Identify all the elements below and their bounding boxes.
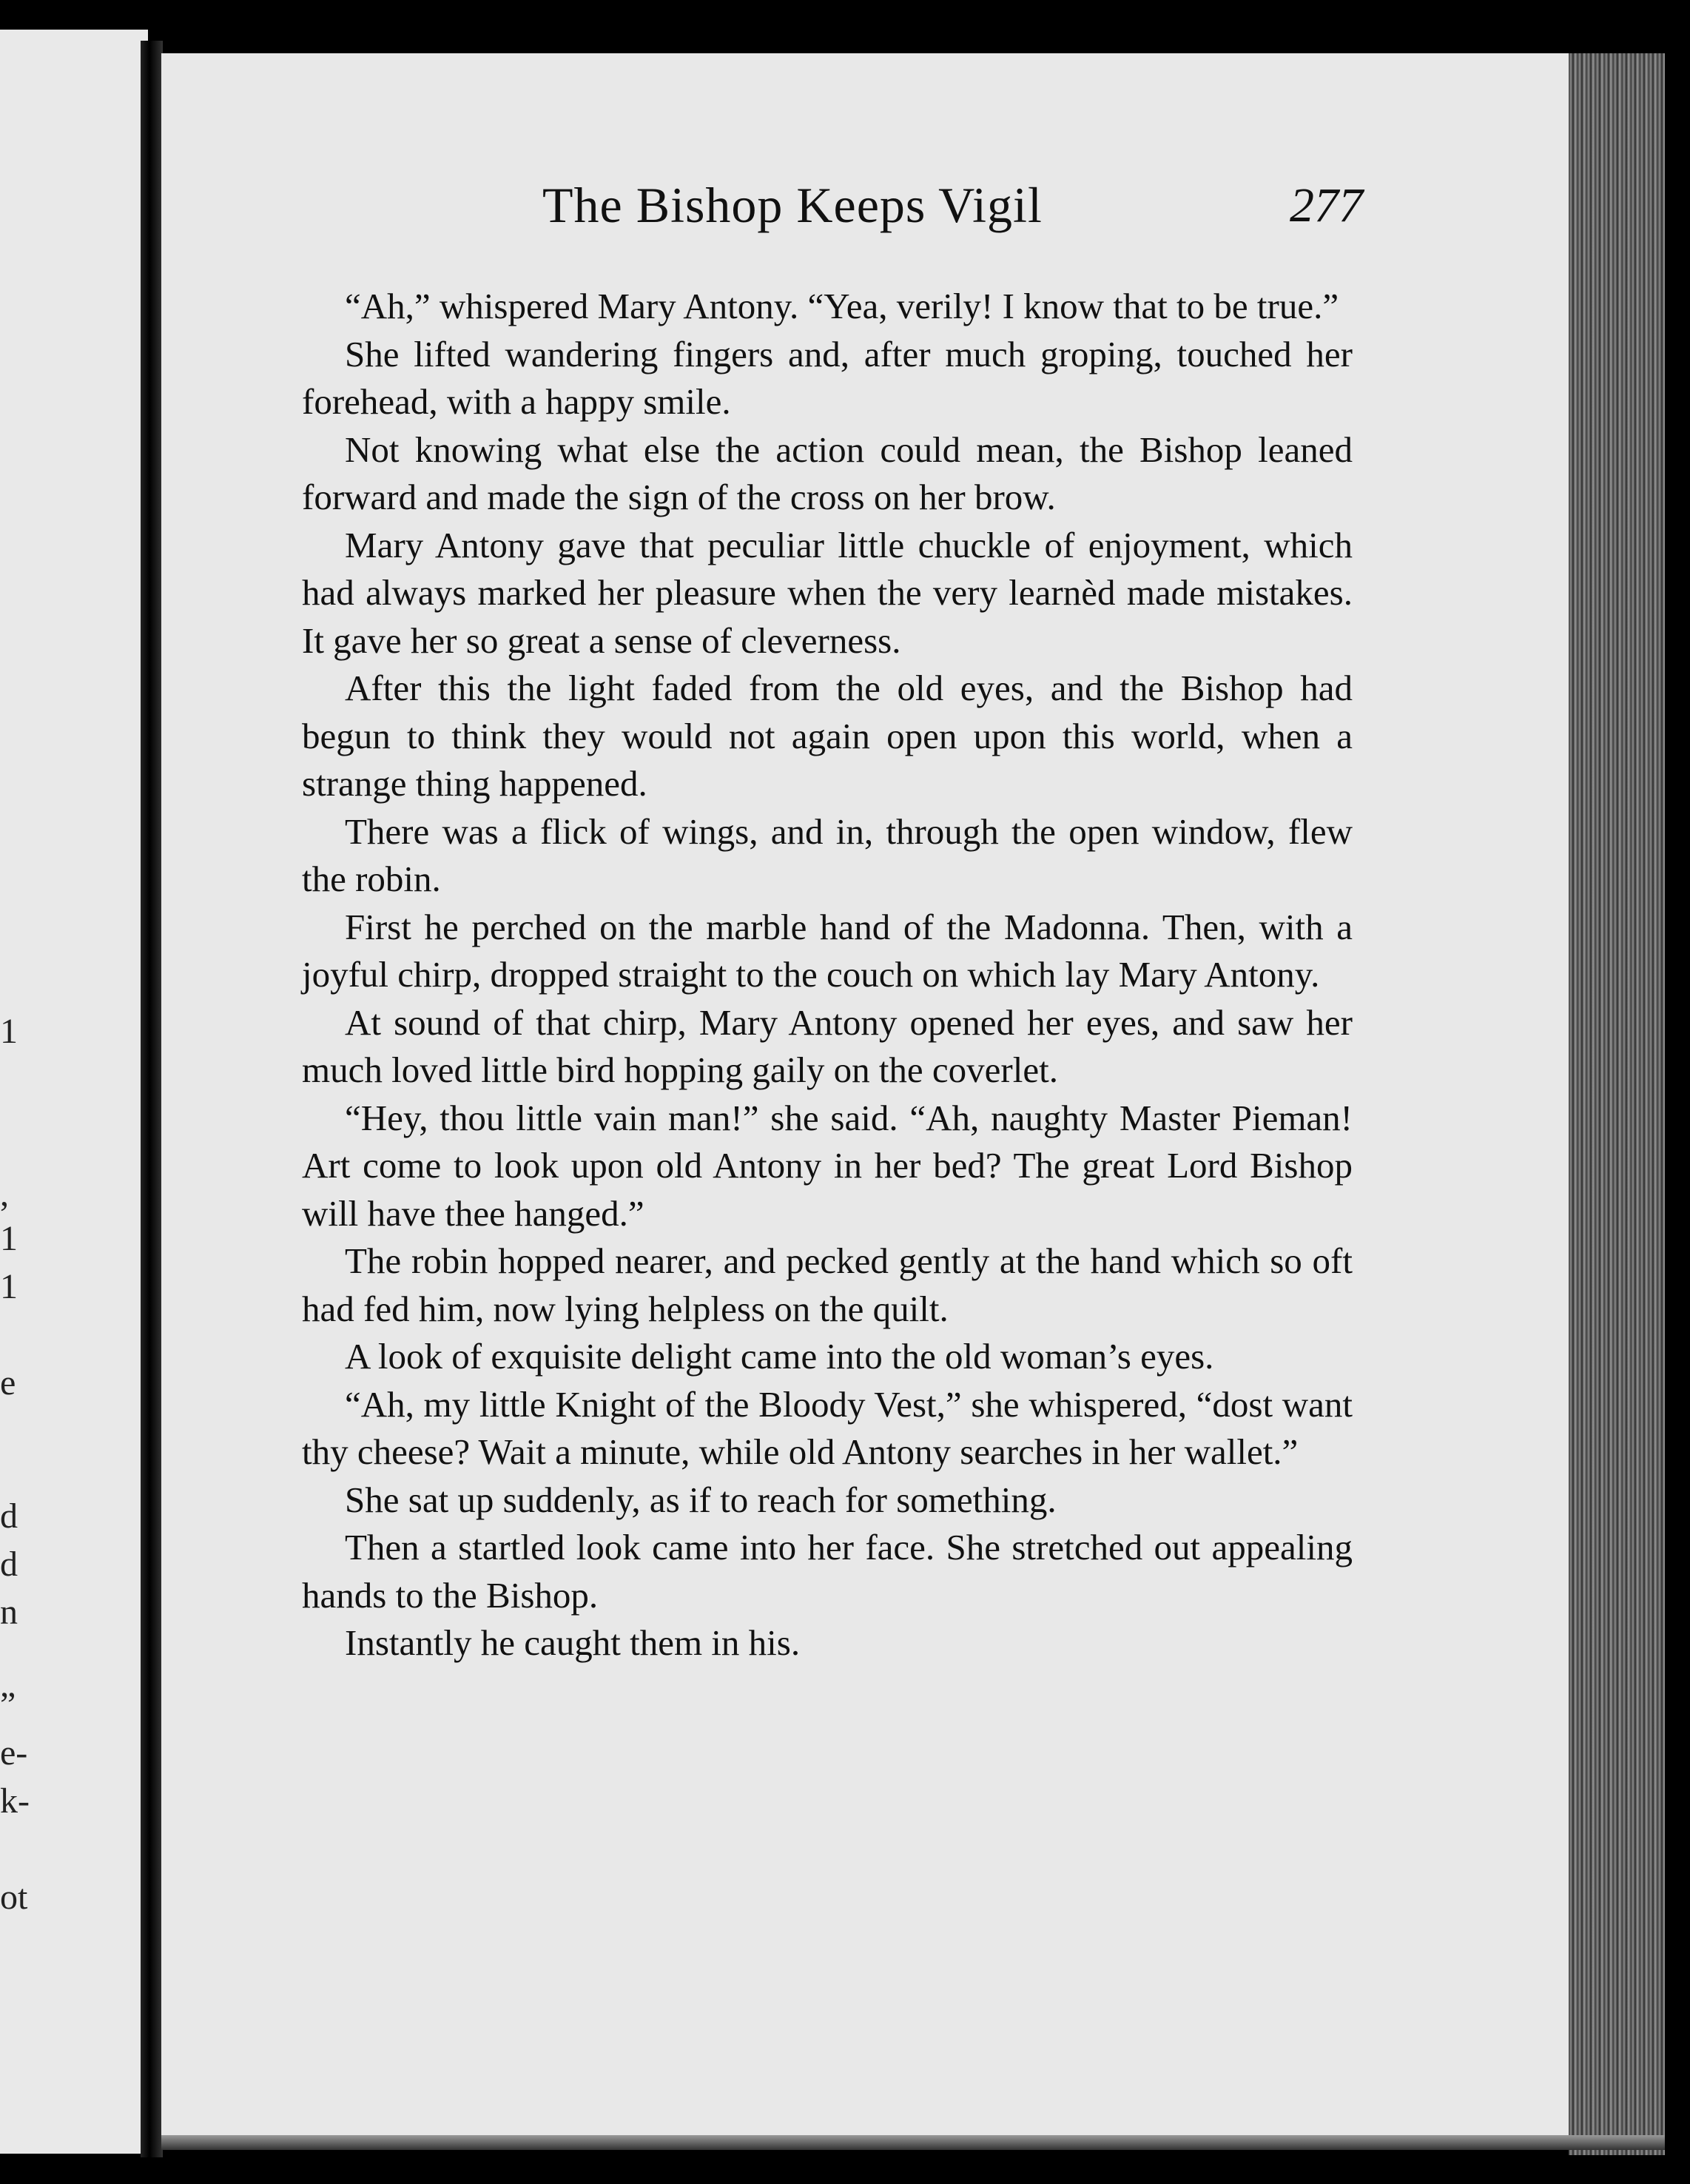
paragraph: “Ah, my little Knight of the Bloody Vest,” she whispered, “dost want thy cheese? Wait a minute, while old Antony searches in her wallet.” [302, 1383, 1353, 1472]
left-page-fragment: n [0, 1593, 18, 1632]
paragraph: “Ah,” whispered Mary Antony. “Yea, verily! I know that to be true.” [345, 286, 1339, 326]
left-page-fragment: 1 [0, 1267, 18, 1306]
paragraph: The robin hopped nearer, and pecked gently at the hand which so oft had fed him, now lying helpless on the quilt. [302, 1240, 1353, 1329]
paragraph: Then a startled look came into her face. She stretched out appealing hands to the Bishop. [302, 1527, 1353, 1616]
paragraph: At sound of that chirp, Mary Antony opened her eyes, and saw her much loved little bird hopping gaily on the coverlet. [302, 1001, 1353, 1090]
left-page-margin [0, 30, 148, 2154]
left-page-fragment: ot [0, 1878, 28, 1917]
book-gutter [141, 41, 163, 2157]
left-page-fragment: d [0, 1496, 18, 1536]
paragraph: She sat up suddenly, as if to reach for something. [345, 1479, 1057, 1520]
page-edges [1569, 53, 1665, 2155]
paragraph: After this the light faded from the old eyes, and the Bishop had begun to think they would not again open upon this world, when a strange thing happened. [302, 668, 1353, 804]
left-page-fragment: 1 [0, 1219, 18, 1258]
paragraph: She lifted wandering fingers and, after much groping, touched her forehead, with a happy smile. [302, 333, 1353, 422]
body-text [302, 283, 1353, 1667]
paragraph: Instantly he caught them in his. [345, 1622, 801, 1663]
paragraph: A look of exquisite delight came into the old woman’s eyes. [345, 1336, 1214, 1377]
page-bottom-edge [161, 2135, 1665, 2150]
left-page-fragment: 1 [0, 1012, 18, 1051]
paragraph: There was a flick of wings, and in, through the open window, flew the robin. [302, 810, 1353, 899]
left-page-fragment: k- [0, 1781, 30, 1821]
running-title: The Bishop Keeps Vigil [542, 177, 1043, 233]
paragraph: First he perched on the marble hand of the Madonna. Then, with a joyful chirp, dropped straight to the couch on which lay Mary Antony. [302, 906, 1353, 995]
paragraph: “Hey, thou little vain man!” she said. “Ah, naughty Master Pieman! Art come to look upon old Antony in her bed? The great Lord Bishop will have thee hanged.” [302, 1097, 1353, 1234]
left-page-fragment: d [0, 1545, 18, 1584]
left-page-fragment: , [0, 1175, 9, 1214]
paragraph: Mary Antony gave that peculiar little chuckle of enjoyment, which had always marked her pleasure when the very learnèd made mistakes. It gave her so great a sense of cleverness. [302, 524, 1353, 661]
left-page-fragment: ” [0, 1685, 16, 1724]
paragraph: Not knowing what else the action could mean, the Bishop leaned forward and made the sign of the cross on her brow. [302, 429, 1353, 517]
left-page-fragment: e [0, 1363, 16, 1402]
left-page-fragment: e- [0, 1733, 28, 1773]
running-head [161, 176, 1582, 243]
page-number: 277 [1290, 178, 1363, 232]
